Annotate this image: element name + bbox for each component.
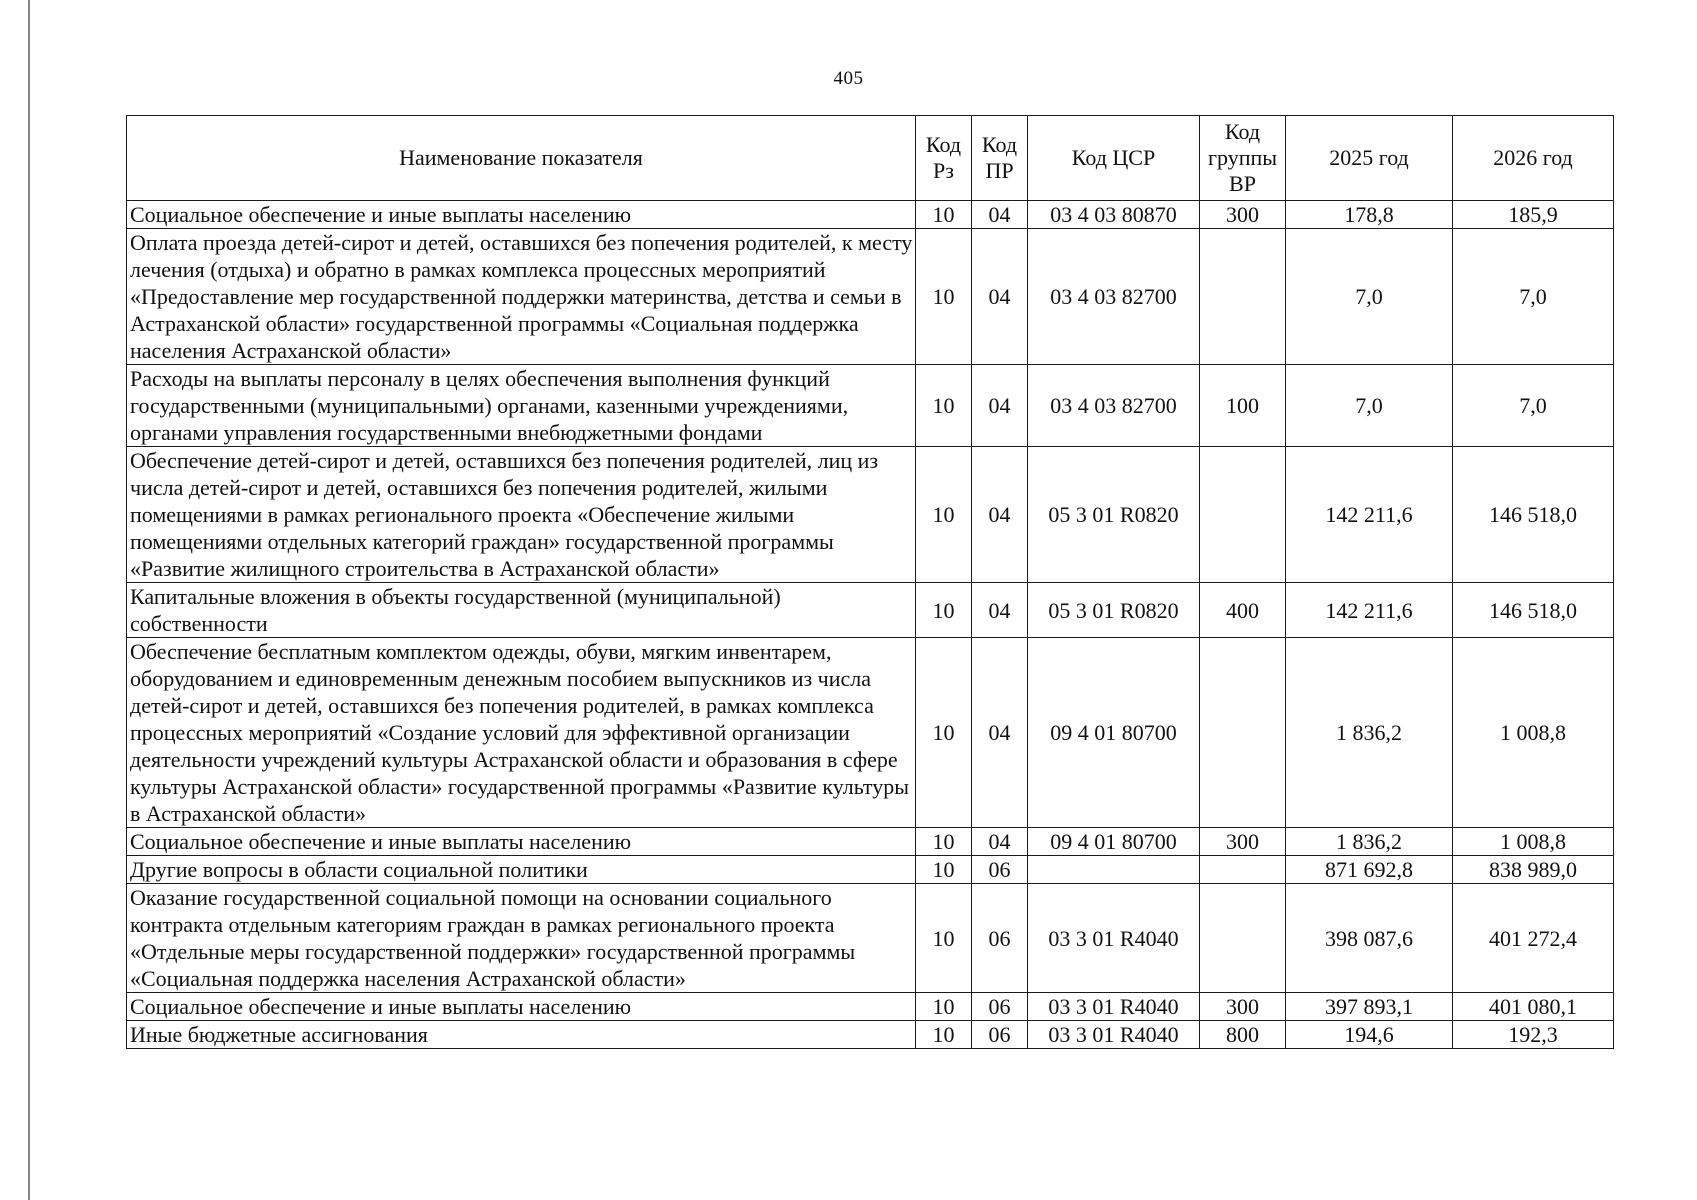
- cell-pr: 04: [972, 365, 1028, 447]
- header-pr: Код ПР: [972, 116, 1028, 201]
- cell-2026: 838 989,0: [1453, 856, 1614, 884]
- cell-csr: 03 4 03 80870: [1028, 201, 1200, 229]
- table-row: [127, 884, 1614, 993]
- table-header-row: [127, 116, 1614, 201]
- cell-vr: [1200, 447, 1286, 583]
- cell-name: Обеспечение бесплатным комплектом одежды, обуви, мягким инвентарем, оборудованием и единовременным денежным пособием выпускников из числа детей-сирот и детей, оставшихся без попечения родителей, в рамках комплекса процессных мероприятий «Создание условий для эффективной организации деятельности учреждений культуры Астраханской области и образования в сфере культуры Астраханской области» государственной программы «Развитие культуры в Астраханской области»: [127, 638, 916, 828]
- table-body: [127, 201, 1614, 1049]
- budget-table: [126, 115, 1614, 1049]
- cell-pr: 04: [972, 638, 1028, 828]
- cell-rz: 10: [916, 583, 972, 638]
- cell-csr: [1028, 856, 1200, 884]
- cell-2026: 146 518,0: [1453, 447, 1614, 583]
- page-number: 405: [833, 68, 864, 89]
- cell-name: Обеспечение детей-сирот и детей, оставшихся без попечения родителей, лиц из числа детей-сирот и детей, оставшихся без попечения родителей, жилыми помещениями в рамках регионального проекта «Обеспечение жилыми помещениями отдельных категорий граждан» государственной программы «Развитие жилищного строительства в Астраханской области»: [127, 447, 916, 583]
- cell-2026: 1 008,8: [1453, 828, 1614, 856]
- cell-2026: 185,9: [1453, 201, 1614, 229]
- cell-name: Капитальные вложения в объекты государственной (муниципальной) собственности: [127, 583, 916, 638]
- cell-2025: 178,8: [1286, 201, 1453, 229]
- cell-pr: 04: [972, 229, 1028, 365]
- cell-pr: 06: [972, 884, 1028, 993]
- header-csr: Код ЦСР: [1028, 116, 1200, 201]
- cell-csr: 03 3 01 R4040: [1028, 884, 1200, 993]
- cell-pr: 06: [972, 993, 1028, 1021]
- cell-name: Оказание государственной социальной помощи на основании социального контракта отдельным категориям граждан в рамках регионального проекта «Отдельные меры государственной поддержки» государственной программы «Социальная поддержка населения Астраханской области»: [127, 884, 916, 993]
- cell-pr: 04: [972, 828, 1028, 856]
- cell-vr: 300: [1200, 993, 1286, 1021]
- table-row: [127, 828, 1614, 856]
- cell-rz: 10: [916, 828, 972, 856]
- cell-pr: 04: [972, 583, 1028, 638]
- cell-csr: 09 4 01 80700: [1028, 828, 1200, 856]
- table-row: [127, 856, 1614, 884]
- cell-csr: 05 3 01 R0820: [1028, 583, 1200, 638]
- cell-2025: 7,0: [1286, 229, 1453, 365]
- cell-rz: 10: [916, 884, 972, 993]
- header-2025: 2025 год: [1286, 116, 1453, 201]
- cell-pr: 06: [972, 1021, 1028, 1049]
- cell-csr: 03 4 03 82700: [1028, 365, 1200, 447]
- cell-csr: 09 4 01 80700: [1028, 638, 1200, 828]
- cell-pr: 06: [972, 856, 1028, 884]
- cell-rz: 10: [916, 856, 972, 884]
- table-row: [127, 993, 1614, 1021]
- table-row: [127, 365, 1614, 447]
- cell-rz: 10: [916, 201, 972, 229]
- table-row: [127, 229, 1614, 365]
- cell-2026: 7,0: [1453, 365, 1614, 447]
- header-vr: Код группы ВР: [1200, 116, 1286, 201]
- cell-2025: 1 836,2: [1286, 828, 1453, 856]
- cell-vr: 800: [1200, 1021, 1286, 1049]
- cell-2025: 142 211,6: [1286, 583, 1453, 638]
- cell-vr: [1200, 856, 1286, 884]
- cell-pr: 04: [972, 447, 1028, 583]
- binding-edge-line: [28, 0, 30, 1200]
- cell-rz: 10: [916, 229, 972, 365]
- cell-2026: 401 080,1: [1453, 993, 1614, 1021]
- cell-2026: 146 518,0: [1453, 583, 1614, 638]
- cell-name: Иные бюджетные ассигнования: [127, 1021, 916, 1049]
- cell-2026: 7,0: [1453, 229, 1614, 365]
- header-rz: Код Рз: [916, 116, 972, 201]
- cell-rz: 10: [916, 638, 972, 828]
- cell-2026: 401 272,4: [1453, 884, 1614, 993]
- cell-2025: 7,0: [1286, 365, 1453, 447]
- cell-2025: 142 211,6: [1286, 447, 1453, 583]
- header-name: Наименование показателя: [127, 116, 916, 201]
- cell-rz: 10: [916, 365, 972, 447]
- cell-vr: 300: [1200, 828, 1286, 856]
- table-row: [127, 201, 1614, 229]
- cell-name: Расходы на выплаты персоналу в целях обеспечения выполнения функций государственными (муниципальными) органами, казенными учреждениями, органами управления государственными внебюджетными фондами: [127, 365, 916, 447]
- cell-csr: 03 3 01 R4040: [1028, 993, 1200, 1021]
- header-2026: 2026 год: [1453, 116, 1614, 201]
- cell-2025: 871 692,8: [1286, 856, 1453, 884]
- cell-name: Социальное обеспечение и иные выплаты населению: [127, 201, 916, 229]
- cell-vr: [1200, 638, 1286, 828]
- cell-name: Оплата проезда детей-сирот и детей, оставшихся без попечения родителей, к месту лечения (отдыха) и обратно в рамках комплекса процессных мероприятий «Предоставление мер государственной поддержки материнства, детства и семьи в Астраханской области» государственной программы «Социальная поддержка населения Астраханской области»: [127, 229, 916, 365]
- cell-rz: 10: [916, 993, 972, 1021]
- table-row: [127, 638, 1614, 828]
- table-row: [127, 583, 1614, 638]
- cell-rz: 10: [916, 1021, 972, 1049]
- cell-vr: 100: [1200, 365, 1286, 447]
- cell-csr: 03 3 01 R4040: [1028, 1021, 1200, 1049]
- cell-2026: 1 008,8: [1453, 638, 1614, 828]
- cell-name: Социальное обеспечение и иные выплаты населению: [127, 828, 916, 856]
- cell-2025: 398 087,6: [1286, 884, 1453, 993]
- cell-csr: 03 4 03 82700: [1028, 229, 1200, 365]
- cell-2025: 397 893,1: [1286, 993, 1453, 1021]
- cell-vr: [1200, 884, 1286, 993]
- table-row: [127, 1021, 1614, 1049]
- cell-name: Другие вопросы в области социальной политики: [127, 856, 916, 884]
- cell-vr: 400: [1200, 583, 1286, 638]
- cell-2026: 192,3: [1453, 1021, 1614, 1049]
- cell-vr: 300: [1200, 201, 1286, 229]
- cell-2025: 1 836,2: [1286, 638, 1453, 828]
- cell-2025: 194,6: [1286, 1021, 1453, 1049]
- cell-vr: [1200, 229, 1286, 365]
- cell-rz: 10: [916, 447, 972, 583]
- cell-csr: 05 3 01 R0820: [1028, 447, 1200, 583]
- table-row: [127, 447, 1614, 583]
- cell-name: Социальное обеспечение и иные выплаты населению: [127, 993, 916, 1021]
- cell-pr: 04: [972, 201, 1028, 229]
